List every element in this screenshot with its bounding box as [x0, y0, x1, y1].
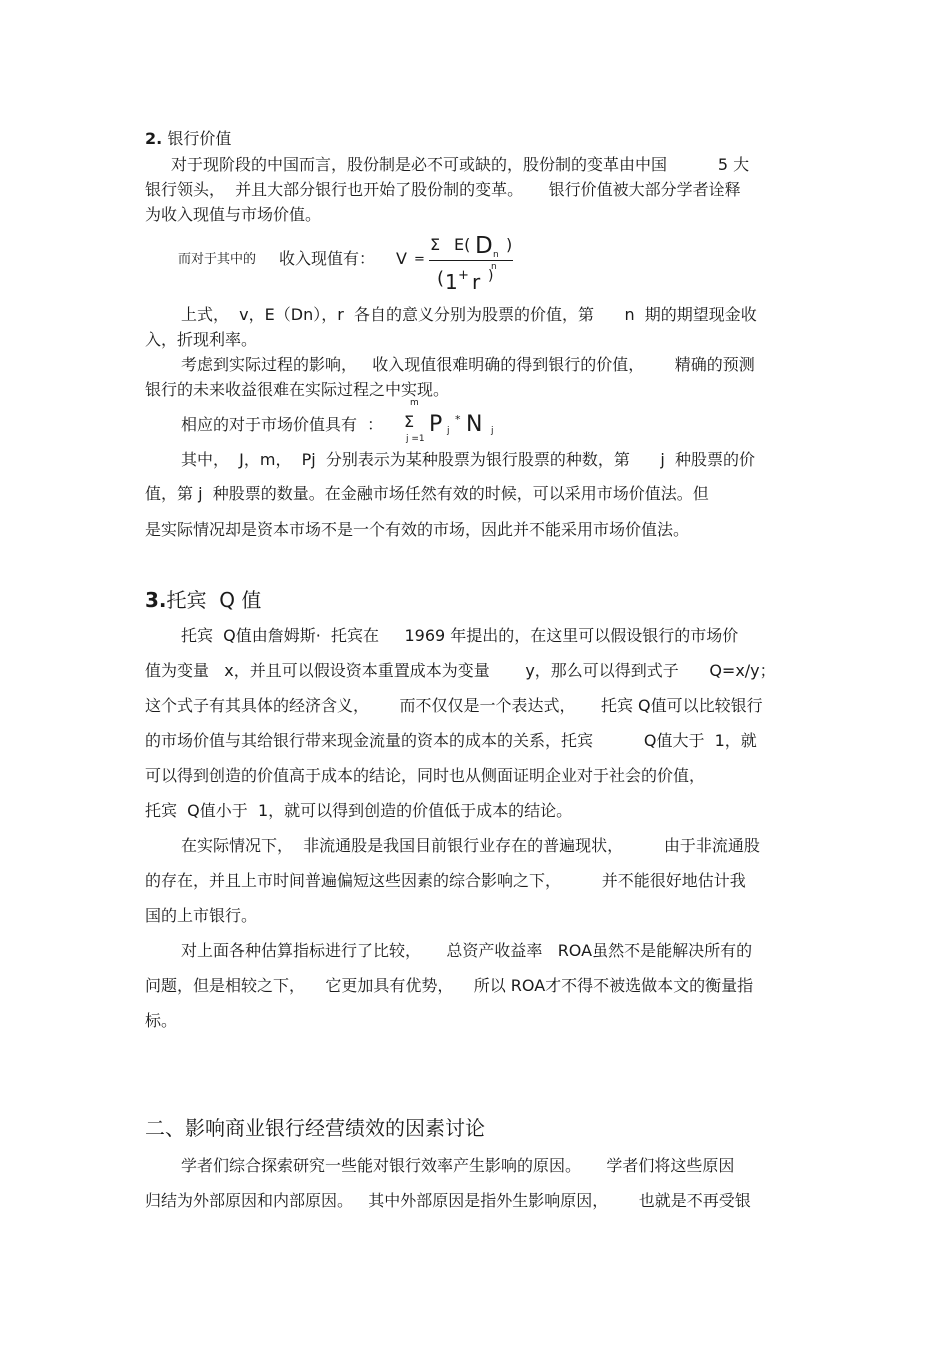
formula-1-prefix: 收入现值有： [279, 249, 376, 268]
paragraph-line: 为收入现值与市场价值。 [145, 205, 322, 224]
section-3-heading-text: 托宾 Q 值 [166, 588, 262, 612]
formula-2-prefix: 相应的对于市场价值具有 ： [181, 415, 384, 434]
formula-1-den-plus: + [458, 268, 469, 283]
formula-1-sigma: Σ [430, 235, 441, 254]
formula-1-close-paren: ) [506, 235, 513, 254]
paragraph-line: 的存在，并且上市时间普遍偏短这些因素的综合影响之下， 并不能很好地估计我 [145, 871, 746, 890]
paragraph-line: 银行的未来收益很难在实际过程之中实现。 [145, 380, 450, 399]
paragraph-line: 可以得到创造的价值高于成本的结论，同时也从侧面证明企业对于社会的价值， [145, 766, 706, 785]
section-2-heading-text: 银行价值 [167, 129, 232, 148]
paragraph-line: 的市场价值与其给银行带来现金流量的资本的成本的关系，托宾 Q值大于 1，就 [145, 731, 757, 750]
paragraph-line: 学者们综合探索研究一些能对银行效率产生影响的原因。 学者们将这些原因 [181, 1156, 735, 1175]
paragraph-line: 考虑到实际过程的影响， 收入现值很难明确的得到银行的价值， 精确的预测 [181, 355, 755, 374]
paragraph-line: 其中， J，m， Pj 分别表示为某种股票为银行股票的种数，第 j 种股票的价 [181, 450, 756, 469]
formula-1-den-r: r [472, 270, 481, 294]
paragraph-line: 国的上市银行。 [145, 906, 258, 925]
paragraph-line: 在实际情况下， 非流通股是我国目前银行业存在的普遍现状， 由于非流通股 [181, 836, 760, 855]
paragraph-line: 上式， v，E（Dn），r 各自的意义分别为股票的价值，第 n 期的期望现金收 [181, 305, 757, 324]
formula-1-d-subscript: n [493, 250, 499, 260]
formula-2-p-subscript: j [447, 426, 450, 436]
formula-1-den-open: ( [437, 268, 445, 289]
chapter-heading: 二、影响商业银行经营绩效的因素讨论 [145, 1116, 485, 1140]
formula-2-star: * [455, 413, 461, 426]
paragraph-line: 对上面各种估算指标进行了比较， 总资产收益率 ROA虽然不是能解决所有的 [181, 941, 753, 960]
section-2-heading-number: 2. [145, 129, 163, 148]
paragraph-line: 对于现阶段的中国而言，股份制是必不可或缺的，股份制的变革由中国 5 大 [171, 155, 750, 174]
section-3-heading-number: 3. [145, 588, 167, 612]
paragraph-line: 入，折现利率。 [145, 330, 258, 349]
paragraph-line: 标。 [145, 1011, 178, 1030]
paragraph-line: 银行领头， 并且大部分银行也开始了股份制的变革。 银行价值被大部分学者诠释 [145, 180, 741, 199]
formula-1-exponent: n [491, 262, 497, 272]
formula-2-upper-limit: m [410, 398, 419, 408]
fraction-bar [429, 260, 513, 261]
paragraph-line: 值为变量 x，并且可以假设资本重置成本为变量 y，那么可以得到式子 Q=x/y； [145, 661, 776, 680]
formula-2-lower-limit: j =1 [406, 434, 425, 444]
formula-1-prefix-small: 而对于其中的 [178, 252, 257, 267]
paragraph-line: 是实际情况却是资本市场不是一个有效的市场，因此并不能采用市场价值法。 [145, 520, 690, 539]
paragraph-line: 托宾 Q值由詹姆斯· 托宾在 1969 年提出的，在这里可以假设银行的市场价 [181, 626, 739, 645]
paragraph-line: 托宾 Q值小于 1，就可以得到创造的价值低于成本的结论。 [145, 801, 573, 820]
formula-2-sigma: Σ [404, 412, 415, 431]
formula-1-d: D [475, 233, 493, 259]
formula-1-den-one: 1 [445, 270, 458, 294]
formula-1-equals: = [414, 252, 425, 267]
paragraph-line: 归结为外部原因和内部原因。 其中外部原因是指外生影响原因， 也就是不再受银 [145, 1191, 751, 1210]
section-3-heading [145, 587, 261, 613]
section-2-heading [145, 129, 231, 149]
formula-2-n-subscript: j [491, 426, 494, 436]
formula-2-p: P [429, 412, 443, 437]
formula-1-lhs: V [396, 249, 407, 268]
paragraph-line: 这个式子有其具体的经济含义， 而不仅仅是一个表达式， 托宾 Q值可以比较银行 [145, 696, 763, 715]
formula-2-n: N [466, 412, 483, 437]
formula-1-den-close: ) [488, 268, 494, 284]
paragraph-line: 值，第 j 种股票的数量。在金融市场任然有效的时候，可以采用市场价值法。但 [145, 484, 709, 503]
paragraph-line: 问题，但是相较之下， 它更加具有优势， 所以 ROA才不得不被选做本文的衡量指 [145, 976, 754, 995]
formula-1-expectation: E( [454, 235, 471, 254]
